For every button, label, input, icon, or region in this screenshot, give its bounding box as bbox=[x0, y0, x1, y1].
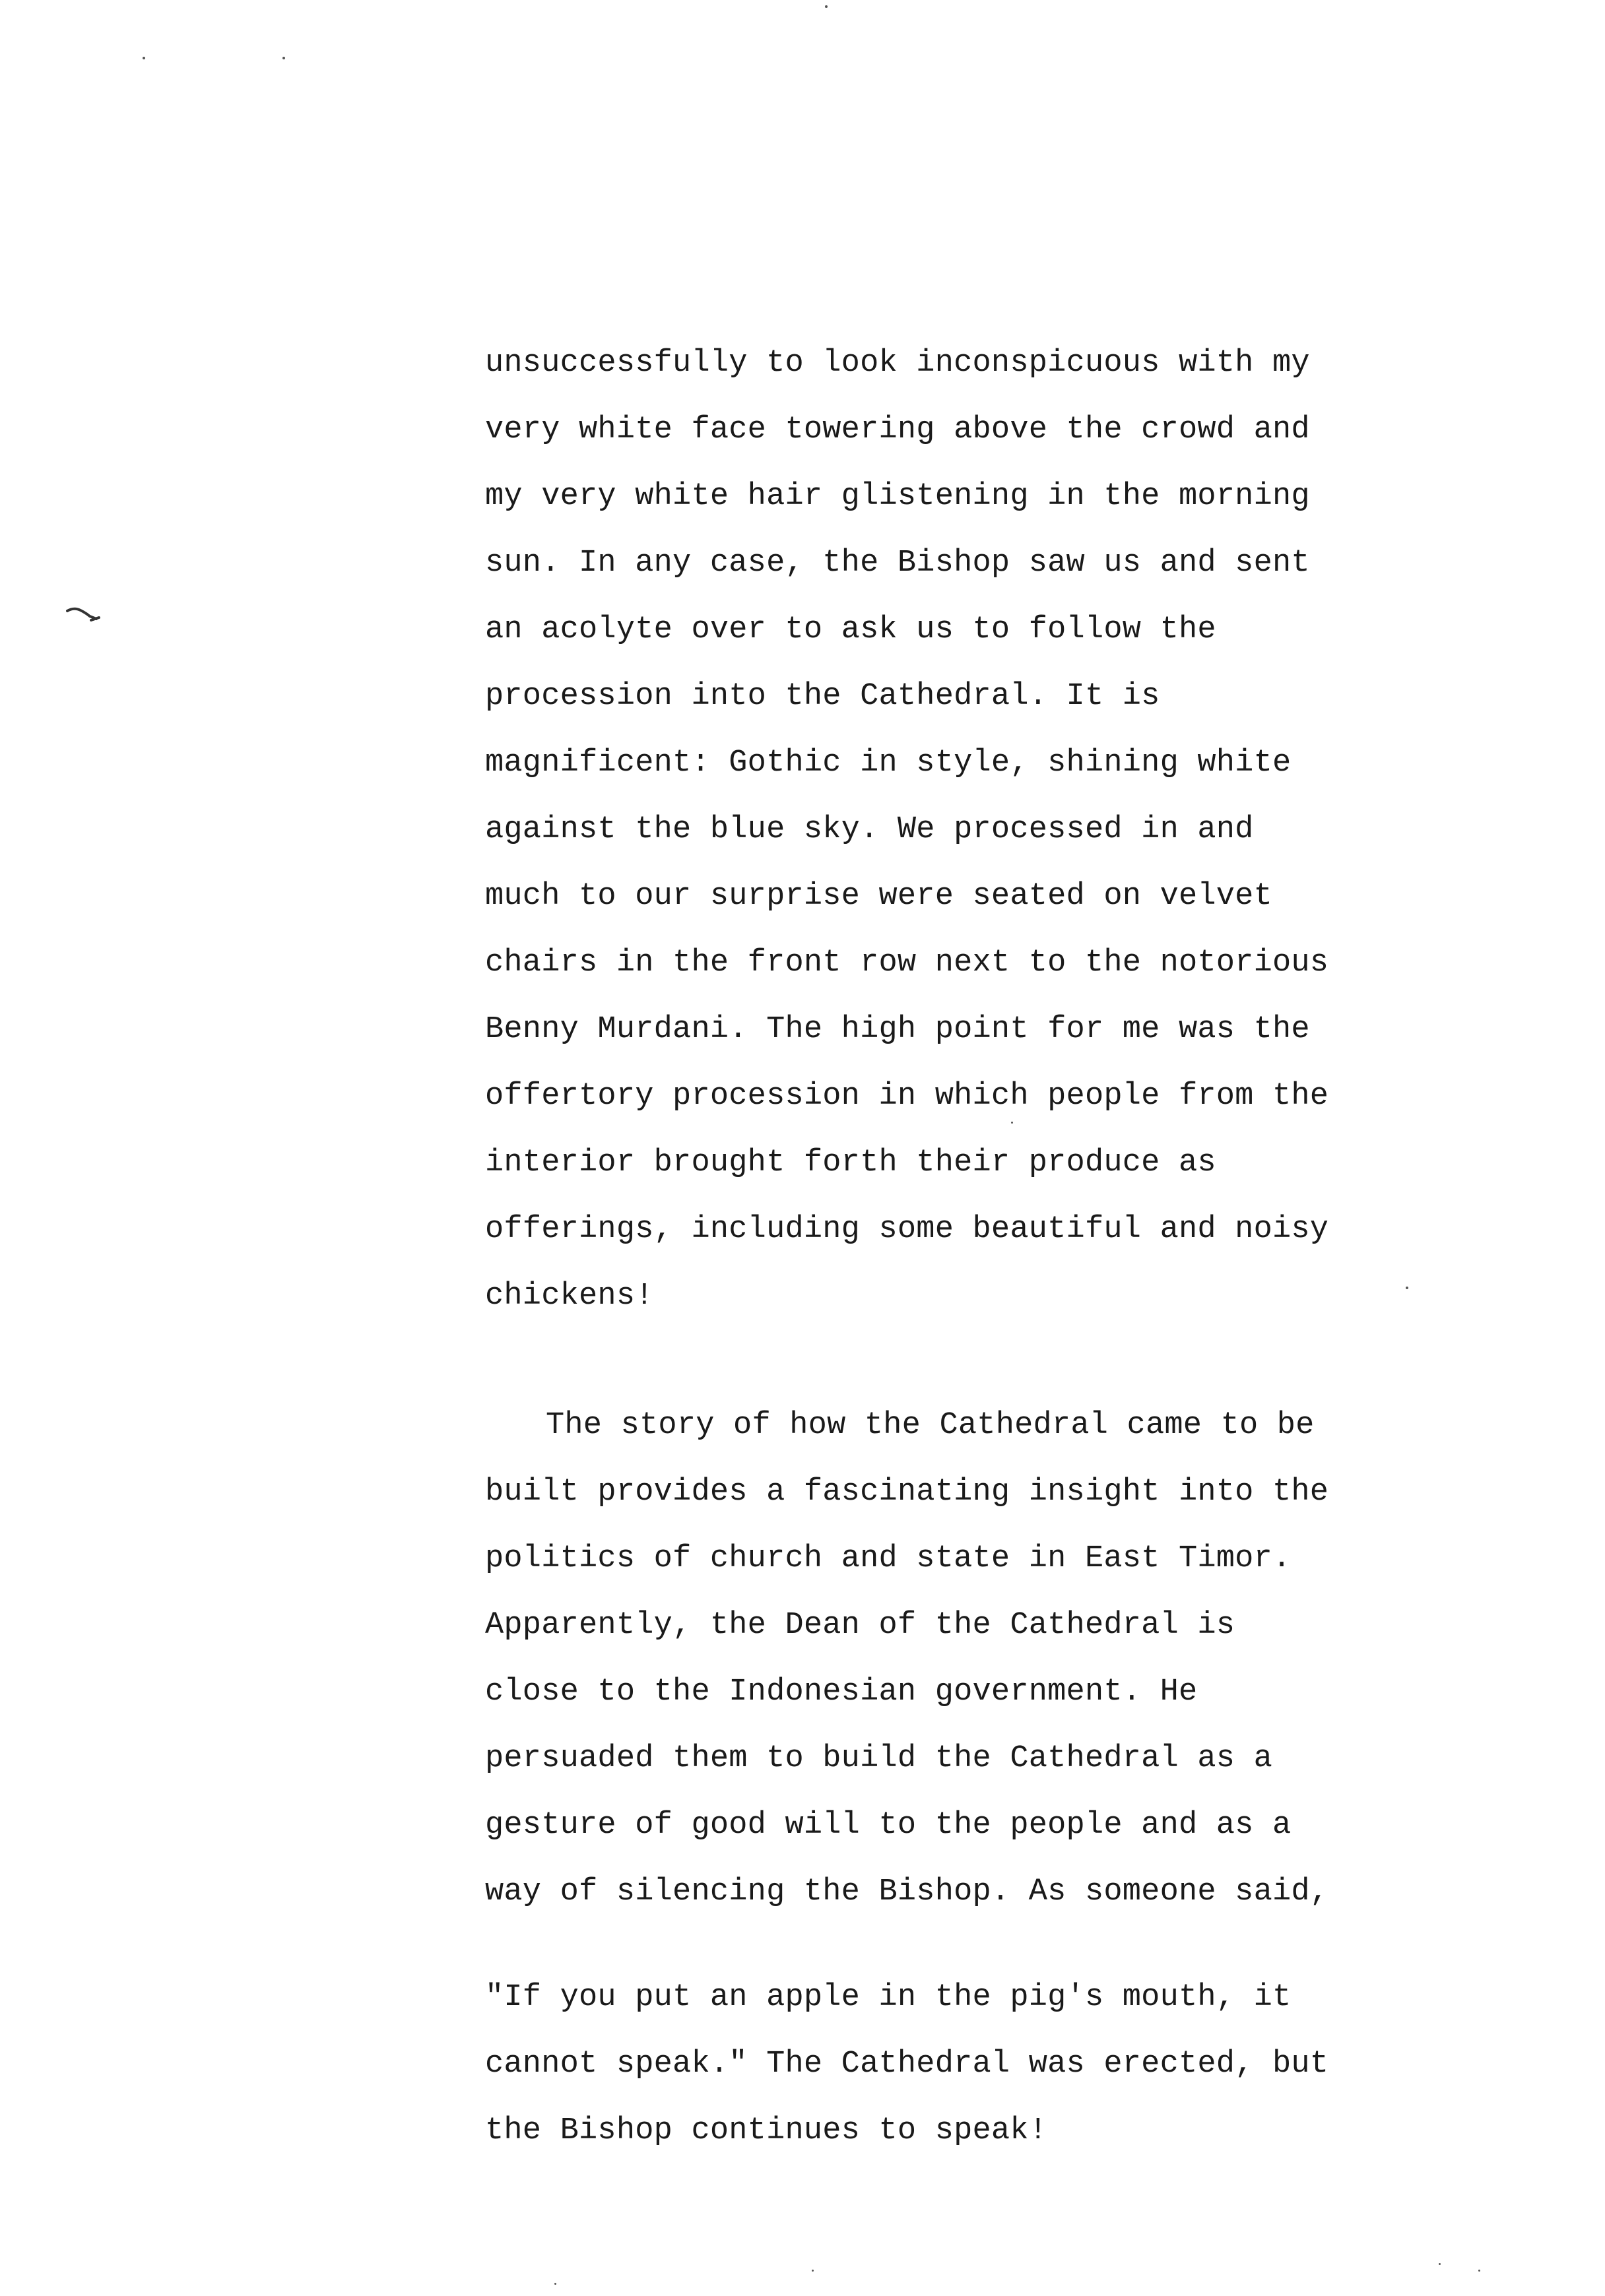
text-line: Apparently, the Dean of the Cathedral is bbox=[485, 1608, 1235, 1643]
text-line: unsuccessfully to look inconspicuous with my bbox=[485, 346, 1310, 381]
text-line: much to our surprise were seated on velvet bbox=[485, 879, 1272, 914]
text-line: "If you put an apple in the pig's mouth, it bbox=[485, 1980, 1292, 2015]
text-line: persuaded them to build the Cathedral as a bbox=[485, 1741, 1272, 1776]
text-line: close to the Indonesian government. He bbox=[485, 1674, 1198, 1709]
scan-speck bbox=[812, 2270, 814, 2272]
text-line: sun. In any case, the Bishop saw us and sent bbox=[485, 546, 1310, 581]
text-line: offertory procession in which people from the bbox=[485, 1079, 1329, 1114]
scan-speck bbox=[1439, 2263, 1441, 2265]
text-line: offerings, including some beautiful and noisy bbox=[485, 1212, 1329, 1247]
text-line: my very white hair glistening in the morning bbox=[485, 479, 1310, 514]
paragraph-3 bbox=[485, 1964, 1409, 2164]
text-line: way of silencing the Bishop. As someone said, bbox=[485, 1874, 1329, 1909]
text-line: cannot speak." The Cathedral was erected, but bbox=[485, 2047, 1329, 2082]
text-line: The story of how the Cathedral came to be bbox=[546, 1408, 1315, 1443]
scan-speck bbox=[825, 5, 828, 8]
text-line: chickens! bbox=[485, 1279, 654, 1314]
text-line: magnificent: Gothic in style, shining white bbox=[485, 746, 1292, 781]
scan-speck bbox=[282, 57, 285, 59]
scan-mark-icon bbox=[66, 604, 112, 624]
scan-speck bbox=[554, 2283, 556, 2285]
text-line: built provides a fascinating insight into the bbox=[485, 1475, 1329, 1510]
text-line: the Bishop continues to speak! bbox=[485, 2113, 1048, 2148]
text-line: procession into the Cathedral. It is bbox=[485, 679, 1160, 714]
text-line: very white face towering above the crowd and bbox=[485, 412, 1310, 447]
text-line: an acolyte over to ask us to follow the bbox=[485, 612, 1216, 647]
text-line: interior brought forth their produce as bbox=[485, 1145, 1216, 1180]
text-line: chairs in the front row next to the notorious bbox=[485, 945, 1329, 980]
text-line: gesture of good will to the people and as a bbox=[485, 1808, 1292, 1843]
text-line: Benny Murdani. The high point for me was the bbox=[485, 1012, 1310, 1047]
paragraph-2 bbox=[485, 1392, 1409, 1925]
paragraph-1 bbox=[485, 330, 1409, 1329]
scan-speck bbox=[143, 57, 145, 59]
scan-speck bbox=[1478, 2270, 1480, 2272]
text-line: politics of church and state in East Timor. bbox=[485, 1541, 1292, 1576]
text-line: against the blue sky. We processed in and bbox=[485, 812, 1254, 847]
